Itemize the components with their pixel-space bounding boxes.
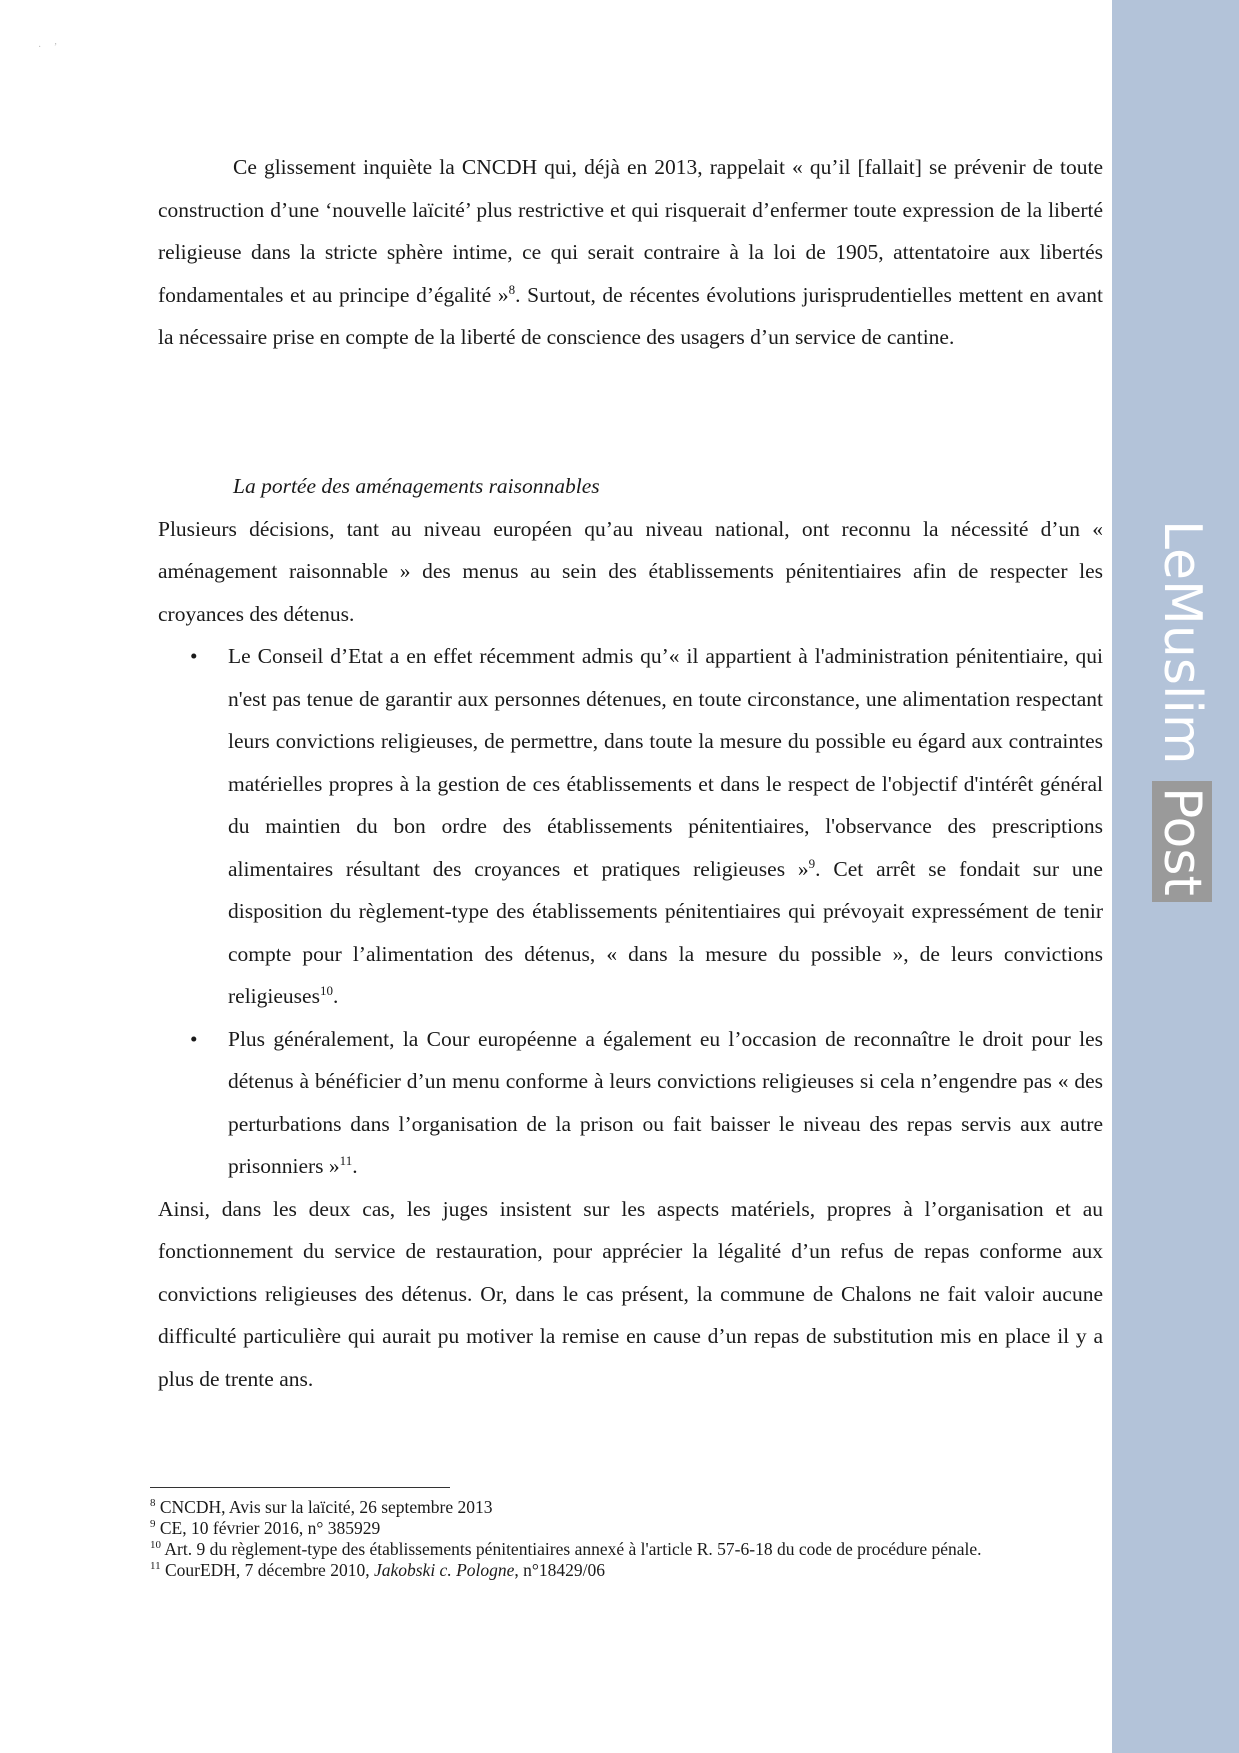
footnote-number: 9	[150, 1518, 156, 1531]
bullet-2-text-a: Plus généralement, la Cour européenne a également eu l’occasion de reconnaître le droit pour les détenus à bénéficier d’un menu conforme à leurs convictions religieuses si cela n’engendre pas « des perturbations dans l’organisation de la prison ou fait baisser le niveau des repas servis aux autre prisonniers »	[228, 1026, 1103, 1178]
paragraph-2: Plusieurs décisions, tant au niveau européen qu’au niveau national, ont reconnu la nécessité d’un « aménagement raisonnable » des menus au sein des établissements pénitentiaires afin de respecter les croyances des détenus.	[158, 516, 1103, 626]
section-2	[158, 465, 1103, 1400]
bullet-item-1	[228, 635, 1103, 1018]
bullet-list	[158, 635, 1103, 1188]
footnote-8	[150, 1497, 1080, 1518]
footnote-text: CourEDH, 7 décembre 2010,	[164, 1560, 374, 1580]
bullet-1-text-c: .	[332, 984, 339, 1008]
brand-logo	[1152, 520, 1212, 990]
bullet-item-2	[228, 1018, 1103, 1188]
footnote-text: Art. 9 du règlement-type des établissements pénitentiaires annexé à l'article R. 57-6-18 du code de procédure pénale.	[164, 1539, 982, 1559]
footnote-ref-8[interactable]: 8	[508, 281, 516, 297]
footnote-text: CNCDH, Avis sur la laïcité, 26 septembre 2013	[159, 1497, 493, 1517]
bullet-1-text-a: Le Conseil d’Etat a en effet récemment admis qu’« il appartient à l'administration pénitentiaire, qui n'est pas tenue de garantir aux personnes détenues, en toute circonstance, une alimentation respectant leurs convictions religieuses, de permettre, dans toute la mesure du possible eu égard aux contraintes matérielles propres à la gestion de ces établissements et dans le respect de l'objectif d'intérêt général du maintien du bon ordre des établissements pénitentiaires, l'observance des prescriptions alimentaires résultant des croyances et pratiques religieuses »	[228, 644, 1103, 881]
paragraph-1-text: Ce glissement inquiète la CNCDH qui, déjà en 2013, rappelait « qu’il [fallait] se prévenir de toute construction d’une ‘nouvelle laïcité’ plus restrictive et qui risquerait d’enfermer toute expression de la liberté religieuse dans la stricte sphère intime, ce qui serait contraire à la loi de 1905, attentatoire aux libertés fondamentales et au principe d’égalité »	[158, 155, 1103, 307]
footnote-number: 10	[150, 1539, 161, 1552]
footnote-9	[150, 1518, 1080, 1539]
scan-artifact: · ’	[38, 42, 58, 53]
footnote-number: 8	[150, 1497, 156, 1510]
case-name: Jakobski c. Pologne	[373, 1560, 515, 1580]
footnotes	[150, 1497, 1080, 1581]
footnote-ref-10[interactable]: 10	[319, 982, 333, 998]
bullet-2-text-b: .	[352, 1154, 358, 1178]
footnote-number: 11	[150, 1560, 161, 1573]
brand-name: LeMuslim	[1152, 520, 1212, 765]
paragraph-1	[158, 146, 1103, 359]
footnote-text: CE, 10 février 2016, n° 385929	[159, 1518, 381, 1538]
brand-accent: Post	[1152, 781, 1212, 902]
body-text	[158, 146, 1103, 359]
footnote-separator	[150, 1487, 450, 1488]
paragraph-1-tail: . Surtout, de récentes évolutions jurisprudentielles mettent en avant la nécessaire prise en compte de la liberté de conscience des usagers d’un service de cantine.	[158, 282, 1103, 349]
footnote-ref-9[interactable]: 9	[808, 855, 816, 871]
paragraph-3: Ainsi, dans les deux cas, les juges insistent sur les aspects matériels, propres à l’organisation et au fonctionnement du service de restauration, pour apprécier la légalité d’un refus de repas conforme aux convictions religieuses des détenus. Or, dans le cas présent, la commune de Chalons ne fait valoir aucune difficulté particulière qui aurait pu motiver la remise en cause d’un repas de substitution mis en place il y a plus de trente ans.	[158, 1196, 1103, 1391]
section-heading: La portée des aménagements raisonnables	[233, 474, 600, 498]
bullet-1-text-b: . Cet arrêt se fondait sur une disposition du règlement-type des établissements pénitentiaires qui prévoyait expressément de tenir compte pour l’alimentation des détenus, « dans la mesure du possible », de leurs convictions religieuses	[228, 856, 1103, 1008]
footnote-11	[150, 1560, 1080, 1581]
footnote-ref-11[interactable]: 11	[339, 1152, 353, 1168]
footnote-10	[150, 1539, 1080, 1560]
footnote-text-tail: , n°18429/06	[514, 1560, 606, 1580]
